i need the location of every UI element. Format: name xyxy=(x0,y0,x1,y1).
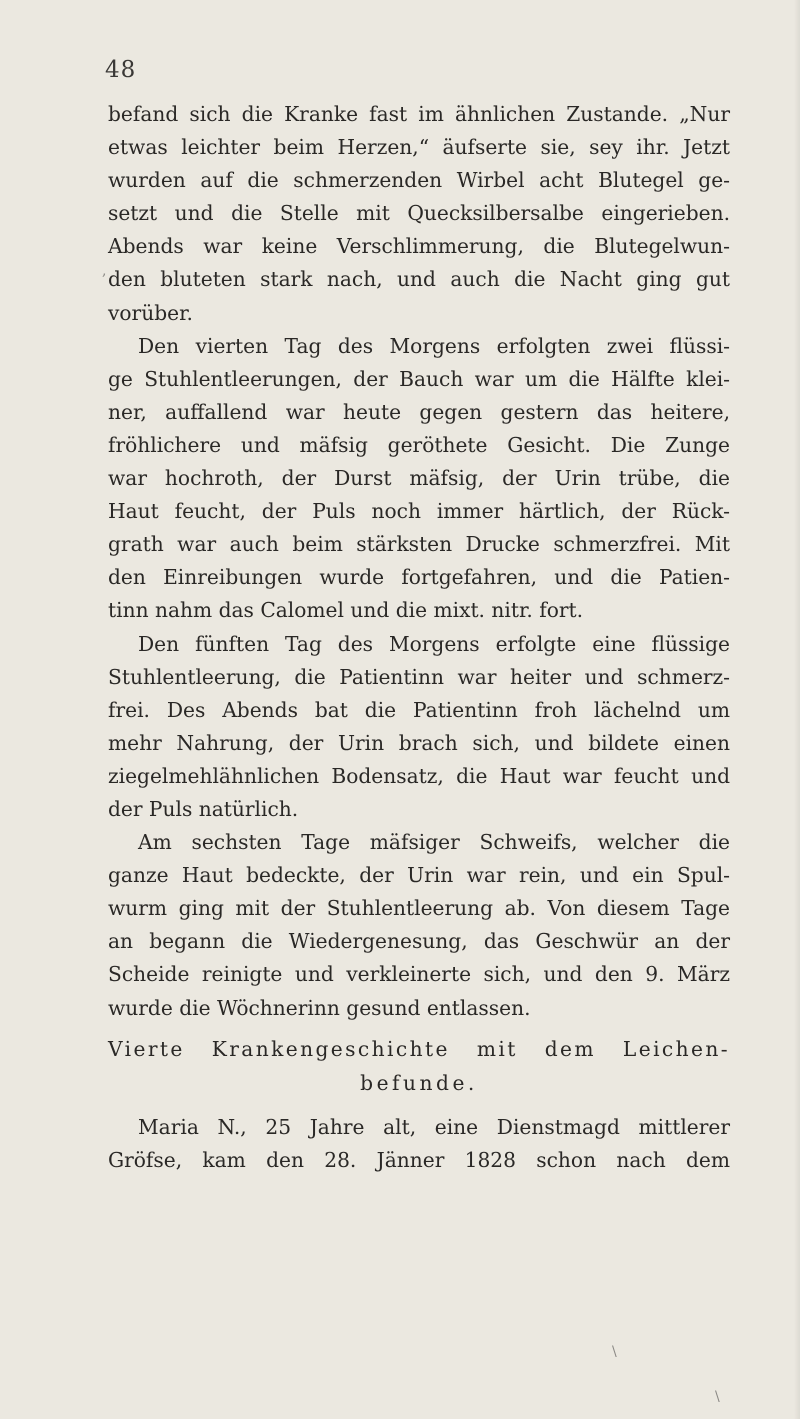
text-line: Am sechsten Tage mäfsiger Schweifs, welcher die xyxy=(138,830,730,855)
paragraph-3 xyxy=(108,628,730,827)
text-line: den bluteten stark nach, und auch die Nacht ging gut xyxy=(108,267,730,292)
text-line: vorüber. xyxy=(108,300,193,325)
text-line: setzt und die Stelle mit Quecksilbersalbe eingerieben. xyxy=(108,201,730,226)
page-body xyxy=(108,98,730,1177)
text-line: Den fünften Tag des Morgens erfolgte eine flüssige xyxy=(138,631,730,656)
print-speck: , xyxy=(102,263,107,279)
text-line: Gröfse, kam den 28. Jänner 1828 schon nach dem xyxy=(108,1147,730,1172)
page-number: 48 xyxy=(105,57,137,83)
text-line: befand sich die Kranke fast im ähnlichen Zustande. „Nur xyxy=(108,102,730,126)
text-line: Stuhlentleerung, die Patientinn war heiter und schmerz- xyxy=(108,664,730,689)
text-line: fröhlichere und mäfsig geröthete Gesicht. Die Zunge xyxy=(108,432,730,457)
text-line: an begann die Wiedergenesung, das Geschwür an der xyxy=(108,929,730,954)
print-speck: \ xyxy=(715,1389,720,1405)
text-line: Haut feucht, der Puls noch immer härtlich, der Rück- xyxy=(108,499,730,524)
heading-line: Vierte Krankengeschichte mit dem Leichen- xyxy=(108,1036,730,1061)
text-line: war hochroth, der Durst mäfsig, der Urin trübe, die xyxy=(108,466,730,491)
heading-line: befunde. xyxy=(360,1070,478,1095)
paragraph-1 xyxy=(108,98,730,330)
paragraph-4 xyxy=(108,826,730,1025)
text-line: mehr Nahrung, der Urin brach sich, und bildete einen xyxy=(108,730,730,755)
text-line: wurden auf die schmerzenden Wirbel acht Blutegel ge- xyxy=(108,168,730,193)
text-line: Abends war keine Verschlimmerung, die Blutegelwun- xyxy=(108,234,730,259)
text-line: frei. Des Abends bat die Patientinn froh lächelnd um xyxy=(108,697,730,722)
text-line: grath war auch beim stärksten Drucke schmerzfrei. Mit xyxy=(108,532,730,557)
text-line: tinn nahm das Calomel und die mixt. nitr. fort. xyxy=(108,598,584,623)
text-line: ge Stuhlentleerungen, der Bauch war um die Hälfte klei- xyxy=(108,366,730,391)
text-line: der Puls natürlich. xyxy=(108,796,299,821)
print-speck: \ xyxy=(612,1344,617,1360)
text-line: ner, auffallend war heute gegen gestern das heitere, xyxy=(108,399,730,424)
text-line: wurde die Wöchnerinn gesund entlassen. xyxy=(108,995,531,1020)
text-line: Scheide reinigte und verkleinerte sich, und den 9. März xyxy=(108,962,730,987)
text-line: Den vierten Tag des Morgens erfolgten zwei flüssi- xyxy=(138,333,730,358)
text-line: etwas leichter beim Herzen,“ äufserte sie, sey ihr. Jetzt xyxy=(108,135,730,160)
text-line: den Einreibungen wurde fortgefahren, und die Patien- xyxy=(108,565,730,590)
paragraph-2 xyxy=(108,330,730,628)
text-line: wurm ging mit der Stuhlentleerung ab. Von diesem Tage xyxy=(108,896,730,921)
page-edge-shadow xyxy=(794,0,800,1419)
text-line: ziegelmehlähnlichen Bodensatz, die Haut war feucht und xyxy=(108,763,730,788)
paragraph-5 xyxy=(108,1111,730,1177)
text-line: Maria N., 25 Jahre alt, eine Dienstmagd mittlerer xyxy=(138,1114,730,1139)
section-heading xyxy=(108,1033,730,1107)
text-line: ganze Haut bedeckte, der Urin war rein, und ein Spul- xyxy=(108,863,730,888)
